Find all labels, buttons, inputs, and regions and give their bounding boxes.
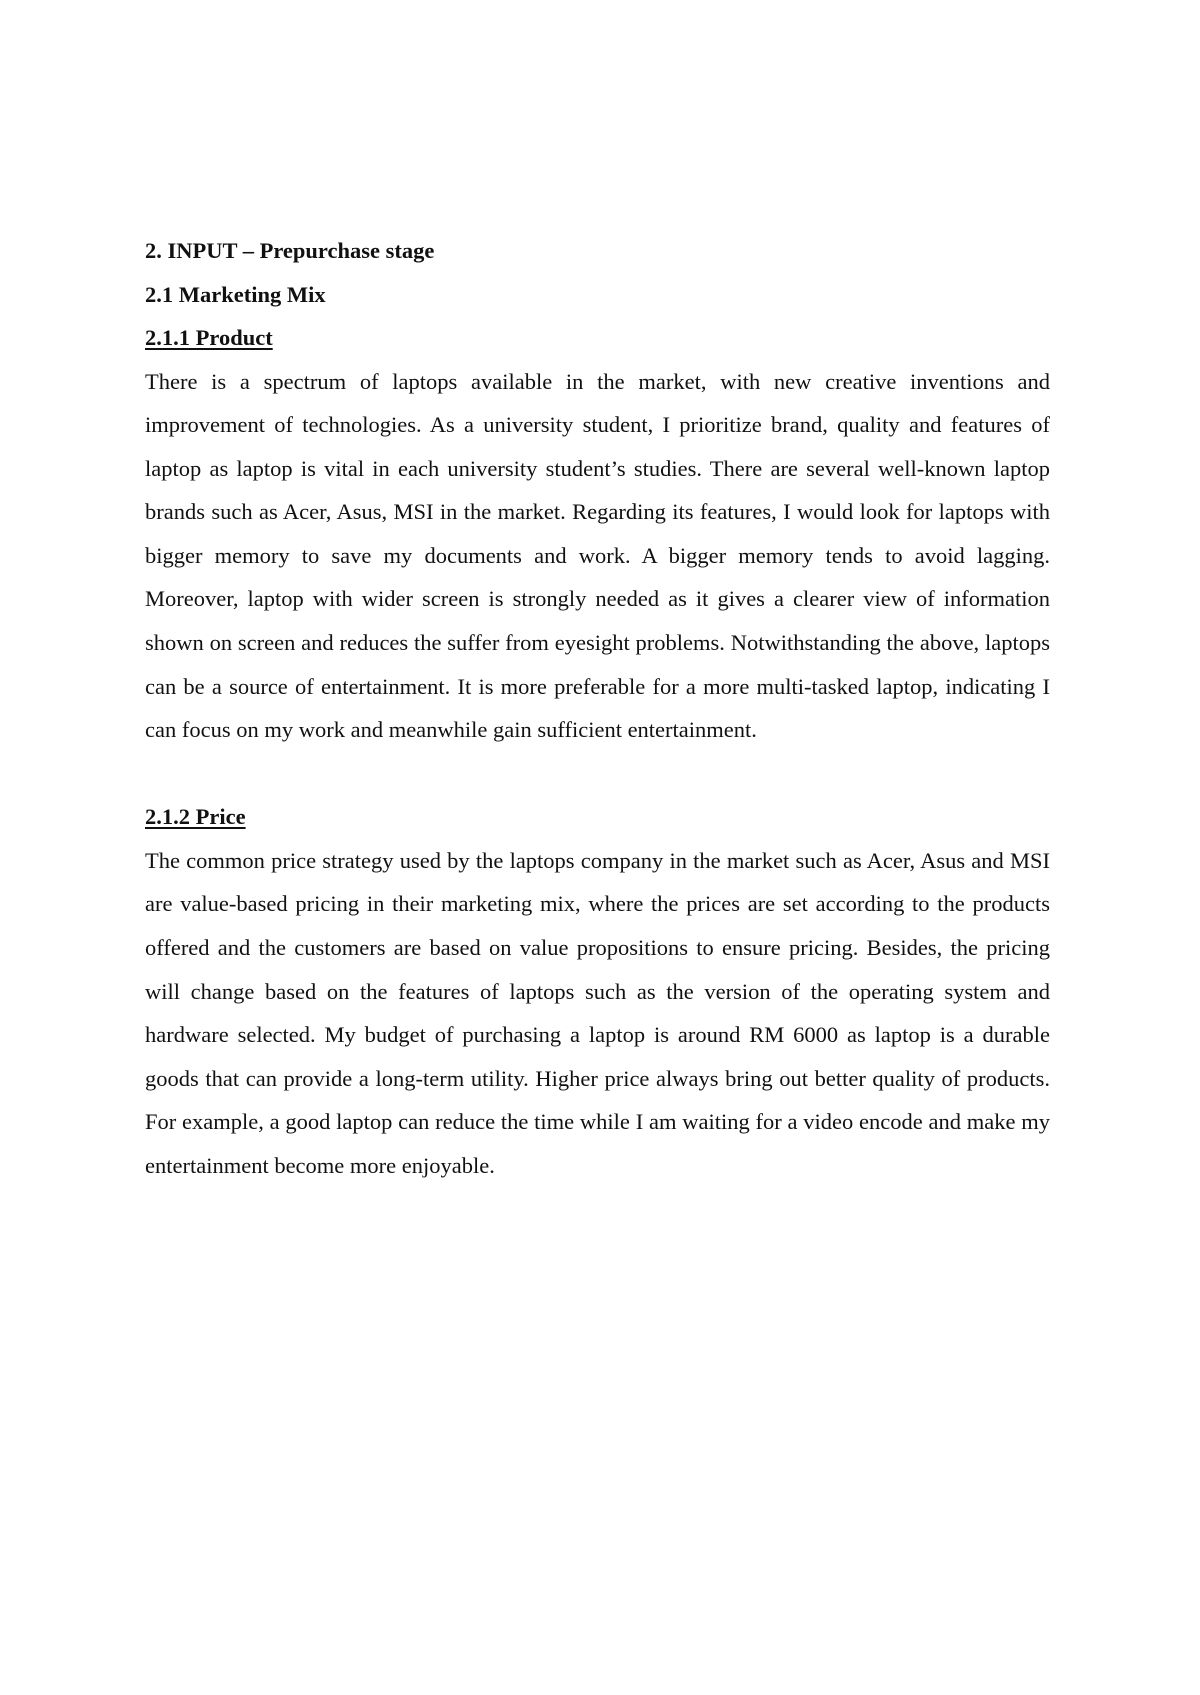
subsection-title: 2.1 Marketing Mix <box>145 281 326 307</box>
price-paragraph: The common price strategy used by the laptops company in the market such as Acer, Asus and MSI are value-based pricing in their marketing mix, where the prices are set according to the products offered and the customers are based on value propositions to ensure pricing. Besides, the pricing will change based on the features of laptops such as the version of the operating system and hardware selected. My budget of purchasing a laptop is around RM 6000 as laptop is a durable goods that can provide a long-term utility. Higher price always bring out better quality of products. For example, a good laptop can reduce the time while I am waiting for a video encode and make my entertainment become more enjoyable. <box>145 847 1050 1178</box>
paragraph-spacer <box>145 752 1050 796</box>
product-heading <box>145 316 1050 360</box>
price-heading <box>145 795 1050 839</box>
product-paragraph: There is a spectrum of laptops available in the market, with new creative inventions and improvement of technologies. As a university student, I prioritize brand, quality and features of laptop as laptop is vital in each university student’s studies. There are several well-known laptop brands such as Acer, Asus, MSI in the market. Regarding its features, I would look for laptops with bigger memory to save my documents and work. A bigger memory tends to avoid lagging. Moreover, laptop with wider screen is strongly needed as it gives a clearer view of information shown on screen and reduces the suffer from eyesight problems. Notwithstanding the above, laptops can be a source of entertainment. It is more preferable for a more multi-tasked laptop, indicating I can focus on my work and meanwhile gain sufficient entertainment. <box>145 368 1050 743</box>
product-heading-text: 2.1.1 Product <box>145 325 273 350</box>
price-heading-text: 2.1.2 Price <box>145 804 246 830</box>
section-title: 2. INPUT – Prepurchase stage <box>145 238 435 263</box>
document-body <box>145 229 1050 1188</box>
